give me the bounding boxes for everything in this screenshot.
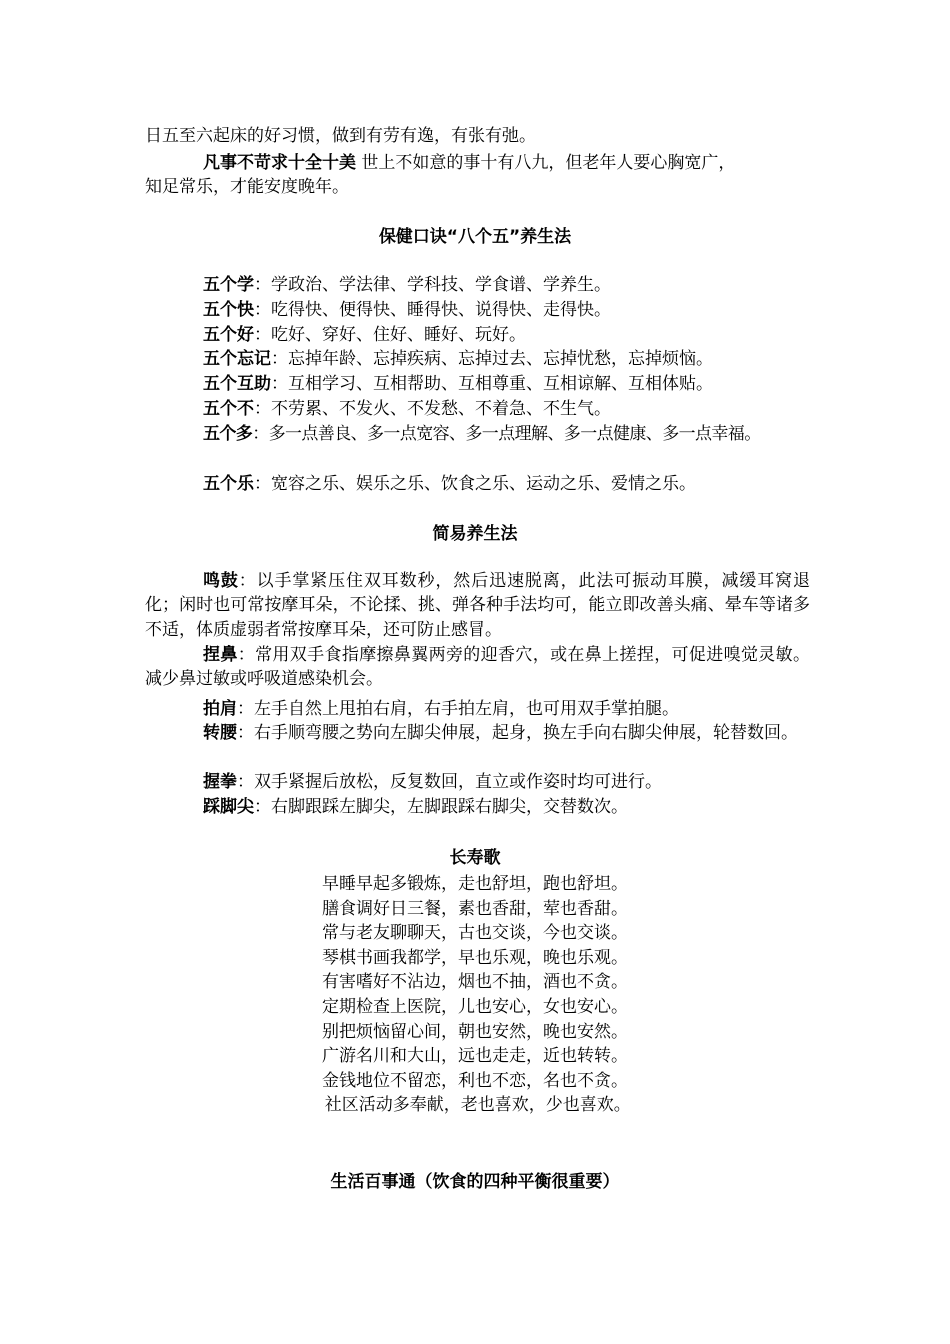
jianyi-label: 握拳 (203, 772, 237, 792)
wuge-text: ：多一点善良、多一点宽容、多一点理解、多一点健康、多一点幸福。 (252, 424, 761, 444)
jianyi-item (145, 770, 810, 794)
wuge-text: ：忘掉年龄、忘掉疾病、忘掉过去、忘掉忧愁，忘掉烦恼。 (271, 349, 713, 369)
wuge-label: 五个快 (203, 300, 254, 320)
jianyi-text: ：常用双手食指摩擦鼻翼两旁的迎香穴，或在鼻上搓捏，可促进嗅觉灵敏。减少鼻过敏或呼吸道感染机会。 (145, 645, 811, 690)
section-heading-jianyi: 简易养生法 (432, 524, 518, 544)
jianyi-item (145, 697, 810, 721)
wuge-label: 五个学 (203, 275, 254, 295)
wuge-text: ：吃好、穿好、住好、睡好、玩好。 (254, 325, 526, 345)
wuge-label: 五个多 (203, 424, 253, 444)
song-line: 膳食调好日三餐，素也香甜，荤也香甜。 (322, 898, 628, 919)
wuge-item (203, 273, 810, 297)
song-line: 社区活动多奉献，老也喜欢，少也喜欢。 (319, 1095, 631, 1116)
wuge-item (203, 397, 810, 421)
jianyi-label: 踩脚尖 (203, 797, 254, 817)
jianyi-text: ：右脚跟踩左脚尖，左脚跟踩右脚尖，交替数次。 (254, 797, 628, 817)
jianyi-text: ：双手紧握后放松，反复数回，直立或作姿时均可进行。 (237, 772, 662, 792)
jianyi-label: 拍肩 (203, 699, 237, 719)
song-line: 别把烦恼留心间，朝也安然，晚也安然。 (322, 1021, 628, 1042)
jianyi-label: 鸣鼓 (203, 571, 239, 591)
song-line: 有害嗜好不沾边，烟也不抽，酒也不贪。 (322, 972, 628, 993)
intro-tip-cont: 知足常乐，才能安度晚年。 (145, 177, 349, 197)
wuge-label: 五个忘记 (203, 349, 271, 369)
section-heading-song: 长寿歌 (449, 848, 501, 868)
section-heading-life: 生活百事通（饮食的四种平衡很重要） (330, 1172, 620, 1192)
wuge-text: ：吃得快、便得快、睡得快、说得快、走得快。 (254, 300, 611, 320)
wuge-item (203, 347, 810, 371)
song-line: 定期检查上医院，儿也安心，女也安心。 (322, 996, 628, 1017)
jianyi-text: ：以手掌紧压住双耳数秒，然后迅速脱离，此法可振动耳膜，减缓耳窝退化；闲时也可常按摩耳朵，不论揉、挑、弹各种手法均可，能立即改善头痛、晕车等诸多不适，体质虚弱者常按摩耳朵，还可防止感冒。 (145, 571, 811, 640)
intro-line: 日五至六起床的好习惯，做到有劳有逸，有张有弛。 (145, 126, 536, 146)
jianyi-item (145, 721, 810, 745)
song-line: 金钱地位不留恋，利也不恋，名也不贪。 (322, 1070, 628, 1091)
wuge-label: 五个乐 (203, 474, 254, 494)
wuge-label: 五个互助 (203, 374, 271, 394)
tip-title: 凡事不苛求十全十美 (203, 153, 356, 173)
song-line: 琴棋书画我都学，早也乐观，晚也乐观。 (322, 947, 628, 968)
tip-text: 世上不如意的事十有八九，但老年人要心胸宽广， (356, 153, 736, 173)
wuge-item (203, 422, 810, 446)
wuge-item (203, 472, 810, 496)
wuge-item (203, 298, 810, 322)
wuge-label: 五个不 (203, 399, 254, 419)
song-line: 常与老友聊聊天，古也交谈，今也交谈。 (322, 923, 628, 944)
song-line: 广游名川和大山，远也走走，近也转转。 (322, 1046, 628, 1067)
wuge-text: ：互相学习、互相帮助、互相尊重、互相谅解、互相体贴。 (271, 374, 713, 394)
jianyi-text: ：右手顺弯腰之势向左脚尖伸展，起身，换左手向右脚尖伸展，轮替数回。 (237, 723, 798, 743)
wuge-text: ：不劳累、不发火、不发愁、不着急、不生气。 (254, 399, 611, 419)
jianyi-item (145, 795, 810, 819)
wuge-label: 五个好 (203, 325, 254, 345)
jianyi-item (145, 643, 810, 692)
wuge-item (203, 323, 810, 347)
jianyi-text: ：左手自然上甩拍右肩，右手拍左肩，也可用双手掌拍腿。 (237, 699, 679, 719)
jianyi-label: 转腰 (203, 723, 237, 743)
wuge-text: ：宽容之乐、娱乐之乐、饮食之乐、运动之乐、爱情之乐。 (254, 474, 696, 494)
wuge-text: ：学政治、学法律、学科技、学食谱、学养生。 (254, 275, 611, 295)
jianyi-label: 捏鼻 (203, 645, 238, 665)
song-lines (0, 872, 950, 1118)
song-line: 早睡早起多锻炼，走也舒坦，跑也舒坦。 (322, 874, 628, 894)
intro-tip (203, 151, 810, 175)
jianyi-item (145, 569, 810, 642)
wuge-item (203, 372, 810, 396)
section-heading-wuge: 保健口诀“八个五”养生法 (378, 227, 572, 247)
